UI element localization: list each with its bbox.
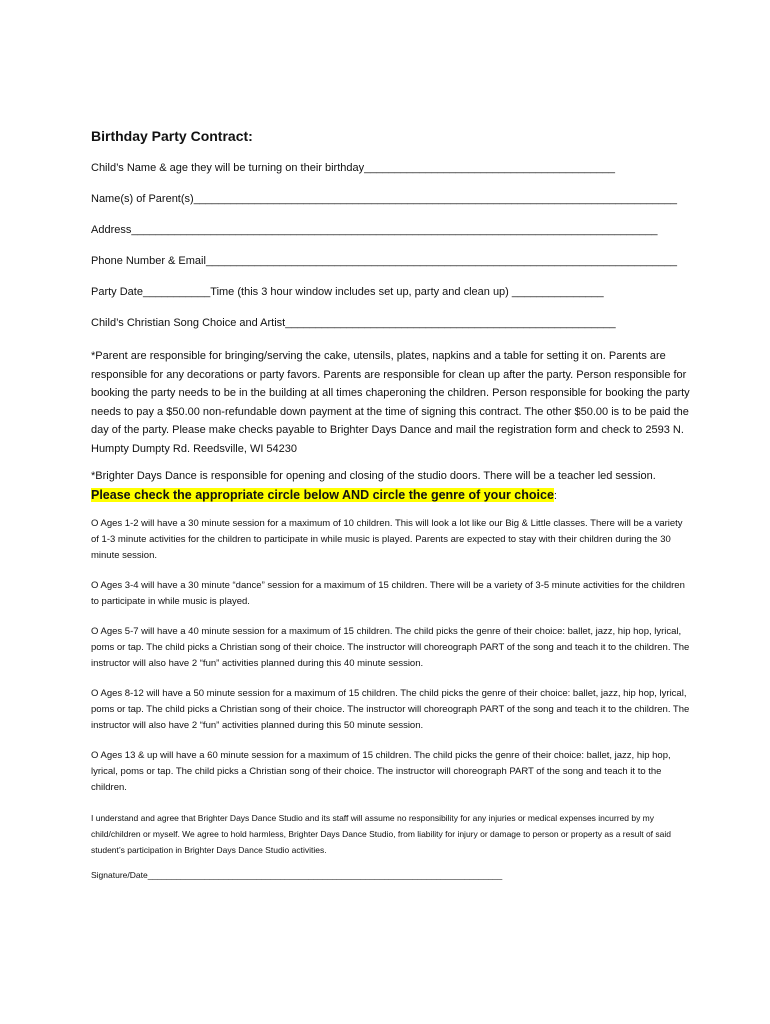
liability-disclaimer: I understand and agree that Brighter Days Dance Studio and its staff will assume no responsibility for any injuries or medical expenses incurred by my child/children or myself. We agree to hold harmless, Brighter Days Dance Studio, from liability for injury or damage to person or property as a result of said student’s participation in Brighter Days Dance Studio activities. [91,813,671,855]
highlighted-instruction: Please check the appropriate circle below AND circle the genre of your choice [91,487,554,502]
option-ages-3-4[interactable]: O Ages 3-4 will have a 30 minute “dance” session for a maximum of 15 children. There will be a variety of 3-5 minute activities for the children to participate in while music is played. [91,580,685,607]
option-ages-5-7[interactable]: O Ages 5-7 will have a 40 minute session for a maximum of 15 children. The child picks the genre of their choice: ballet, jazz, hip hop, lyrical, poms or tap. The child picks a Christian song of their choice. The instructor will choreograph PART of the song and teach it to the children. The instructor will also have 2 “fun” activities planned during this 40 minute session. [91,626,690,669]
option-ages-1-2[interactable]: O Ages 1-2 will have a 30 minute session for a maximum of 10 children. This will look a lot like our Big & Little classes. There will be a variety of 1-3 minute activities for the children to participate in while music is played. Parents are expected to stay with their children during the 30 minute session. [91,518,683,561]
song-choice-field[interactable]: Child’s Christian Song Choice and Artist______________________________________________________ [91,317,616,329]
parent-responsibilities-paragraph: *Parent are responsible for bringing/serving the cake, utensils, plates, napkins and a table for setting it on. Parents are responsible for any decorations or party favors. Parents are responsible for clean up after the party. Person responsible for booking the party needs to be in the building at all times chaperoning the children. Person responsible for booking the party needs to pay a $50.00 non-refundable down payment at the time of signing this contract. The other $50.00 is to be paid the day of the party. Please make checks payable to Brighter Days Dance and mail the registration form and check to 2593 N. Humpty Dumpty Rd. Reedsville, WI 54230 [91,350,690,455]
studio-paragraph-text: *Brighter Days Dance is responsible for opening and closing of the studio doors. There will be a teacher led session. [91,470,656,482]
parent-names-field[interactable]: Name(s) of Parent(s)_______________________________________________________________________________ [91,193,677,205]
party-date-time-field[interactable]: Party Date___________Time (this 3 hour window includes set up, party and clean up) _______________ [91,286,604,298]
child-name-age-field[interactable]: Child’s Name & age they will be turning on their birthday_________________________________________ [91,162,615,174]
phone-email-field[interactable]: Phone Number & Email_____________________________________________________________________________ [91,255,678,267]
document-title: Birthday Party Contract: [91,128,253,144]
contract-page [91,127,691,882]
studio-responsibilities-paragraph [91,467,691,505]
studio-paragraph-end: : [553,489,557,502]
option-ages-8-12[interactable]: O Ages 8-12 will have a 50 minute session for a maximum of 15 children. The child picks the genre of their choice: ballet, jazz, hip hop, lyrical, poms or tap. The child picks a Christian song of their choice. The instructor will choreograph PART of the song and teach it to the children. The instructor will also have 2 “fun” activities planned during this 50 minute session. [91,688,690,731]
signature-date-field[interactable]: Signature/Date___________________________________________________________________________ [91,870,503,880]
address-field[interactable]: Address______________________________________________________________________________________ [91,224,658,236]
option-ages-13-up[interactable]: O Ages 13 & up will have a 60 minute session for a maximum of 15 children. The child picks the genre of their choice: ballet, jazz, hip hop, lyrical, poms or tap. The child picks a Christian song of their choice. The instructor will choreograph PART of the song and teach it to the children. [91,750,671,793]
